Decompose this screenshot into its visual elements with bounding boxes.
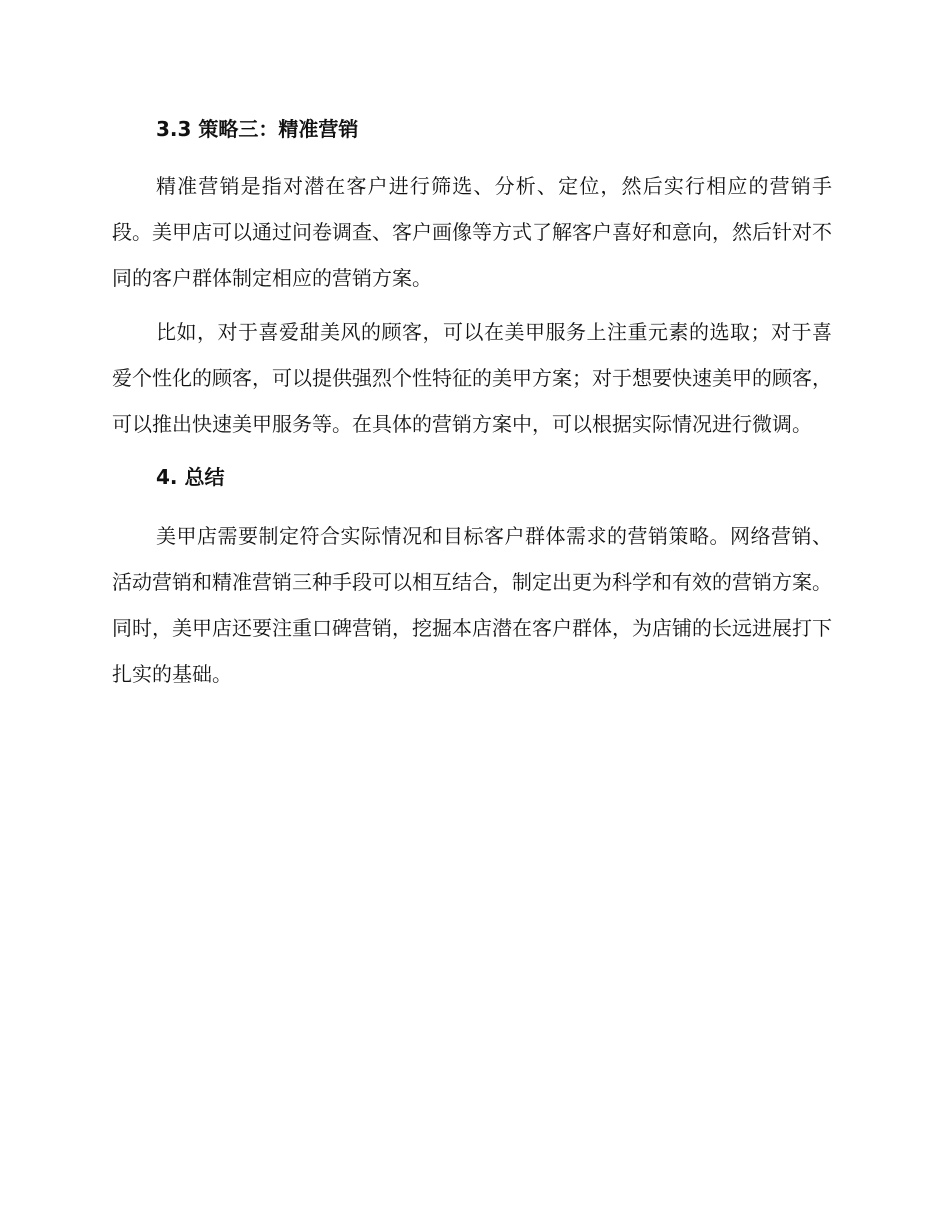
section-heading-summary: 4. 总结 — [156, 465, 225, 489]
section-heading-strategy-3: 3.3 策略三：精准营销 — [156, 117, 359, 141]
document-body — [112, 111, 832, 697]
paragraph-precision-marketing-examples: 比如，对于喜爱甜美风的顾客，可以在美甲服务上注重元素的选取；对于喜爱个性化的顾客，可以提供强烈个性特征的美甲方案；对于想要快速美甲的顾客，可以推出快速美甲服务等。在具体的营销方案中，可以根据实际情况进行微调。 — [112, 320, 832, 436]
paragraph-summary: 美甲店需要制定符合实际情况和目标客户群体需求的营销策略。网络营销、活动营销和精准营销三种手段可以相互结合，制定出更为科学和有效的营销方案。同时，美甲店还要注重口碑营销，挖掘本店潜在客户群体，为店铺的长远进展打下扎实的基础。 — [112, 524, 832, 686]
paragraph-precision-marketing-definition: 精准营销是指对潜在客户进行筛选、分析、定位，然后实行相应的营销手段。美甲店可以通过问卷调查、客户画像等方式了解客户喜好和意向，然后针对不同的客户群体制定相应的营销方案。 — [112, 174, 832, 290]
